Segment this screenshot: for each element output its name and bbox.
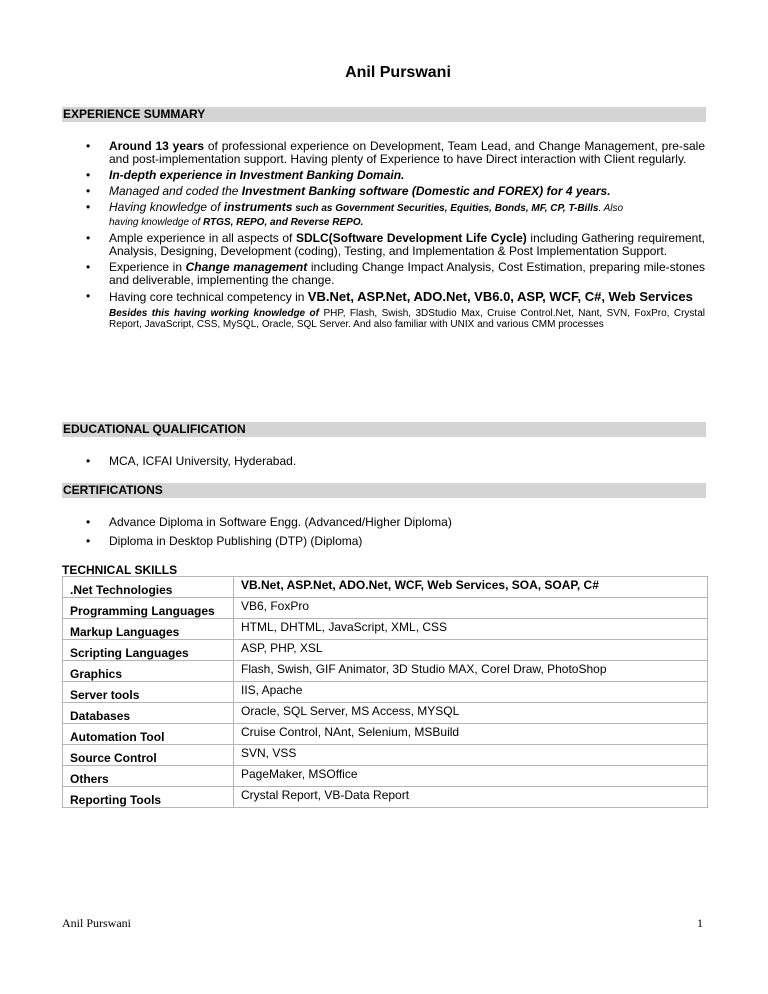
table-row: [63, 703, 708, 724]
table-row: [63, 619, 708, 640]
resume-page: [62, 0, 708, 807]
skill-key: Source Control: [63, 745, 234, 766]
skill-value: HTML, DHTML, JavaScript, XML, CSS: [234, 619, 708, 640]
list-item: • MCA, ICFAI University, Hyderabad.: [86, 454, 297, 468]
section-technical-heading: TECHNICAL SKILLS: [62, 563, 178, 577]
list-item: • Managed and coded the Investment Banking software (Domestic and FOREX) for 4 years.: [86, 184, 611, 198]
section-experience-heading: EXPERIENCE SUMMARY: [62, 107, 706, 122]
skills-table: [62, 576, 708, 808]
section-certifications-heading: CERTIFICATIONS: [62, 483, 706, 498]
bullet-icon: •: [86, 289, 91, 303]
skill-key: Markup Languages: [63, 619, 234, 640]
bullet-icon: •: [86, 231, 91, 245]
bullet-icon: •: [86, 139, 91, 153]
list-item: • Having knowledge of instruments such as Government Securities, Equities, Bonds, MF, CP, T-Bills. Also having knowledge of RTGS, REPO, and Reverse REPO.: [86, 200, 624, 228]
skill-key: Others: [63, 766, 234, 787]
table-row: [63, 745, 708, 766]
skill-value: IIS, Apache: [234, 682, 708, 703]
skill-key: Reporting Tools: [63, 787, 234, 808]
skill-value: Flash, Swish, GIF Animator, 3D Studio MAX, Corel Draw, PhotoShop: [234, 661, 708, 682]
list-item: • Around 13 years of professional experience on Development, Team Lead, and Change Management, pre-sale and post-implementation support. Having plenty of Experience to have Direct interaction with Client regularly.: [86, 139, 705, 166]
list-item: • Having core technical competency in VB.Net, ASP.Net, ADO.Net, VB6.0, ASP, WCF, C#, Web Services Besides this having working knowledge of PHP, Flash, Swish, 3DStudio Max, Cruise Control.Net, Nant, SVN, FoxPro, Crystal Report, JavaScript, CSS, MySQL, Oracle, SQL Server. And also familiar with UNIX and various CMM processes: [86, 289, 705, 330]
skill-value: Oracle, SQL Server, MS Access, MYSQL: [234, 703, 708, 724]
skill-key: Server tools: [63, 682, 234, 703]
skill-value: VB.Net, ASP.Net, ADO.Net, WCF, Web Services, SOA, SOAP, C#: [234, 577, 708, 598]
list-item: • Ample experience in all aspects of SDLC(Software Development Life Cycle) including Gathering requirement, Analysis, Designing, Development (coding), Testing, and Implementation & Post Implementation Support.: [86, 231, 706, 258]
footer-name: Anil Purswani: [62, 916, 131, 930]
list-item: • Diploma in Desktop Publishing (DTP) (Diploma): [86, 534, 363, 548]
bullet-icon: •: [86, 184, 91, 198]
skill-key: Scripting Languages: [63, 640, 234, 661]
table-row: [63, 682, 708, 703]
table-row: [63, 661, 708, 682]
page-number: 1: [697, 916, 703, 930]
skill-value: Cruise Control, NAnt, Selenium, MSBuild: [234, 724, 708, 745]
table-row: [63, 598, 708, 619]
skill-key: Databases: [63, 703, 234, 724]
experience-list: [62, 140, 705, 333]
section-education-heading: EDUCATIONAL QUALIFICATION: [62, 422, 706, 437]
skill-value: VB6, FoxPro: [234, 598, 708, 619]
skill-key: Automation Tool: [63, 724, 234, 745]
skill-key: Programming Languages: [63, 598, 234, 619]
bullet-icon: •: [86, 200, 91, 214]
table-row: [63, 724, 708, 745]
bullet-icon: •: [86, 168, 91, 182]
skill-value: SVN, VSS: [234, 745, 708, 766]
table-row: [63, 787, 708, 808]
list-item: • Advance Diploma in Software Engg. (Advanced/Higher Diploma): [86, 515, 452, 529]
list-item: • In-depth experience in Investment Banking Domain.: [86, 168, 405, 182]
bullet-icon: •: [86, 260, 91, 274]
certifications-list: [62, 516, 705, 554]
page-title: Anil Purswani: [345, 64, 451, 81]
bullet-icon: •: [86, 515, 91, 529]
table-row: [63, 577, 708, 598]
list-item: • Experience in Change management including Change Impact Analysis, Cost Estimation, preparing mile-stones and deliverable, implementing the change.: [86, 260, 706, 287]
table-row: [63, 640, 708, 661]
skill-value: PageMaker, MSOffice: [234, 766, 708, 787]
table-row: [63, 766, 708, 787]
bullet-icon: •: [86, 534, 91, 548]
skill-value: Crystal Report, VB-Data Report: [234, 787, 708, 808]
skill-value: ASP, PHP, XSL: [234, 640, 708, 661]
skill-key: .Net Technologies: [63, 577, 234, 598]
skill-key: Graphics: [63, 661, 234, 682]
education-list: [62, 455, 705, 468]
bullet-icon: •: [86, 454, 91, 468]
